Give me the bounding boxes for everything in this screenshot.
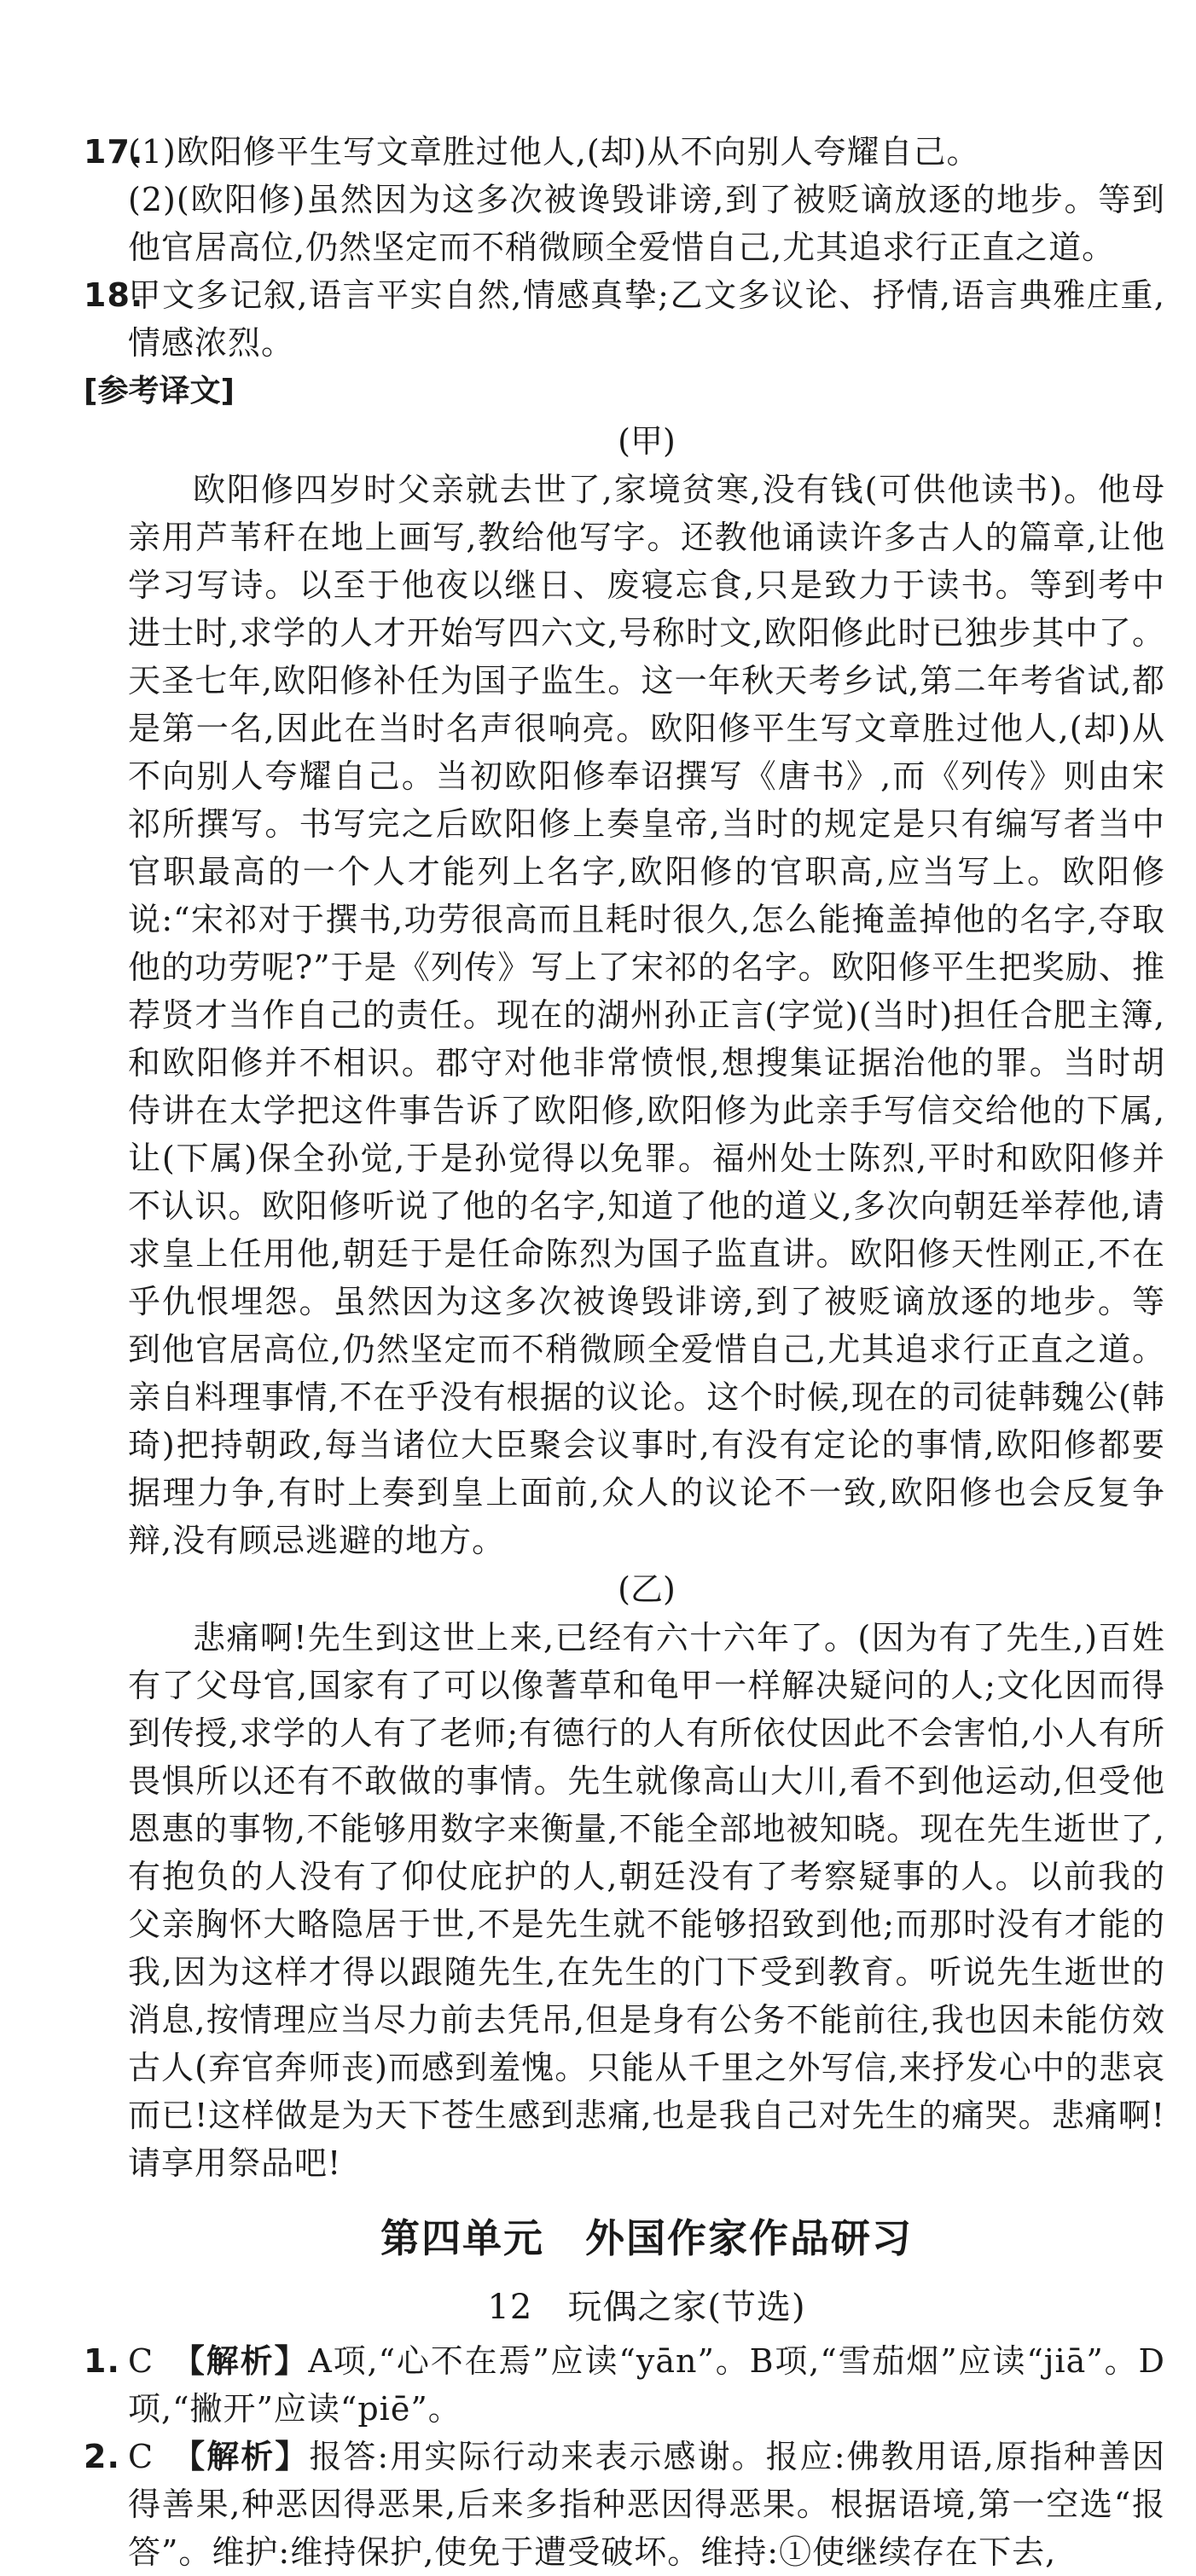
lesson-title: 12 玩偶之家(节选) [487,2288,806,2327]
reference-translation-label: [参考译文] [84,374,235,409]
question-17-part-2 [128,176,1165,271]
answer-choice: C [128,2438,154,2475]
analysis-label: 【解析】 [188,2341,309,2380]
question-number: 2. [84,2438,120,2475]
passage-yi-title: (乙) [618,1570,676,1608]
answer-choice: C [128,2342,154,2380]
passage-jia-text: 欧阳修四岁时父亲就去世了,家境贫寒,没有钱(可供他读书)。他母亲用芦苇秆在地上画写,教给他写字。还教他诵读许多古人的篇章,让他学习写诗。以至于他夜以继日、废寝忘食,只是致力于读书。等到考中进士时,求学的人才开始写四六文,号称时文,欧阳修此时已独步其中了。天圣七年,欧阳修补任为国子监生。这一年秋天考乡试,第二年考省试,都是第一名,因此在当时名声很响亮。欧阳修平生写文章胜过他人,(却)从不向别人夸耀自己。当初欧阳修奉诏撰写《唐书》,而《列传》则由宋祁所撰写。书写完之后欧阳修上奏皇帝,当时的规定是只有编写者当中官职最高的一个人才能列上名字,欧阳修的官职高,应当写上。欧阳修说:“宋祁对于撰书,功劳很高而且耗时很久,怎么能掩盖掉他的名字,夺取他的功劳呢?”于是《列传》写上了宋祁的名字。欧阳修平生把奖励、推荐贤才当作自己的责任。现在的湖州孙正言(字觉)(当时)担任合肥主簿,和欧阳修并不相识。郡守对他非常愤恨,想搜集证据治他的罪。当时胡侍讲在太学把这件事告诉了欧阳修,欧阳修为此亲手写信交给他的下属,让(下属)保全孙觉,于是孙觉得以免罪。福州处士陈烈,平时和欧阳修并不认识。欧阳修听说了他的名字,知道了他的道义,多次向朝廷举荐他,请求皇上任用他,朝廷于是任命陈烈为国子监直讲。欧阳修天性刚正,不在乎仇恨埋怨。虽然因为这多次被谗毁诽谤,到了被贬谪放逐的地步。等到他官居高位,仍然坚定而不稍微顾全爱惜自己,尤其追求行正直之道。亲自料理事情,不在乎没有根据的议论。这个时候,现在的司徒韩魏公(韩琦)把持朝政,每当诸位大臣聚会议事时,有没有定论的事情,欧阳修都要据理力争,有时上奏到皇上面前,众人的议论不一致,欧阳修也会反复争辩,没有顾忌逃避的地方。 [128,471,1165,1559]
question-1 [84,2337,1165,2433]
answer-line: (2)(欧阳修)虽然因为这多次被谗毁诽谤,到了被贬谪放逐的地步。等到他官居高位,仍然坚定而不稍微顾全爱惜自己,尤其追求行正直之道。 [128,181,1165,266]
question-18 [84,271,1165,367]
analysis-text: A项,“心不在焉”应读“yān”。B项,“雪茄烟”应读“jiā”。D项,“撇开”应读“piē”。 [128,2342,1165,2428]
answer-line: (1)欧阳修平生写文章胜过他人,(却)从不向别人夸耀自己。 [128,133,980,171]
analysis-text: 报答:用实际行动来表示感谢。报应:佛教用语,原指种善因得善果,种恶因得恶果,后来多指种恶因得恶果。根据语境,第一空选“报答”。维护:维持保护,使免于遭受破坏。维持:①使继续存在下去, [128,2438,1165,2571]
question-17 [84,128,1165,176]
question-number: 17. [84,133,144,171]
answer-text: 甲文多记叙,语言平实自然,情感真挚;乙文多议论、抒情,语言典雅庄重,情感浓烈。 [128,276,1165,362]
unit-title: 第四单元 外国作家作品研习 [380,2215,913,2261]
passage-yi-text: 悲痛啊!先生到这世上来,已经有六十六年了。(因为有了先生,)百姓有了父母官,国家有了可以像蓍草和龟甲一样解决疑问的人;文化因而得到传授,求学的人有了老师;有德行的人有所依仗因此不会害怕,小人有所畏惧所以还有不敢做的事情。先生就像高山大川,看不到他运动,但受他恩惠的事物,不能够用数字来衡量,不能全部地被知晓。现在先生逝世了,有抱负的人没有了仰仗庇护的人,朝廷没有了考察疑事的人。以前我的父亲胸怀大略隐居于世,不是先生就不能够招致到他;而那时没有才能的我,因为这样才得以跟随先生,在先生的门下受到教育。听说先生逝世的消息,按情理应当尽力前去凭吊,但是身有公务不能前往,我也因未能仿效古人(弃官奔师丧)而感到羞愧。只能从千里之外写信,来抒发心中的悲哀而已!这样做是为天下苍生感到悲痛,也是我自己对先生的痛哭。悲痛啊!请享用祭品吧! [128,1619,1165,2182]
question-2 [84,2433,1165,2576]
question-number: 1. [84,2342,120,2380]
question-number: 18. [84,276,144,314]
analysis-label: 【解析】 [189,2437,310,2475]
passage-jia-title: (甲) [618,422,676,460]
